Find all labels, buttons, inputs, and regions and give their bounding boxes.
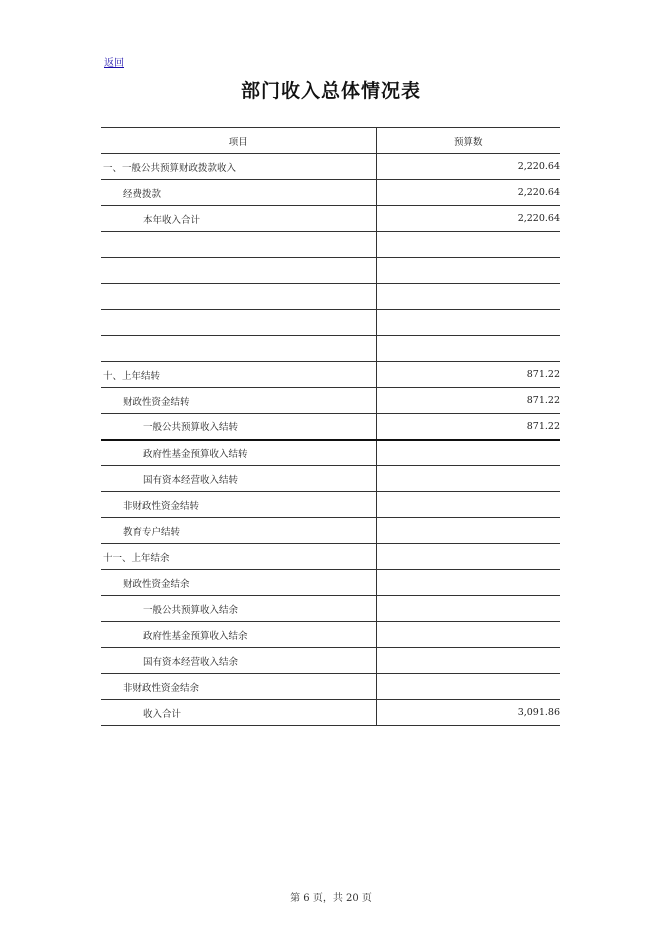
- table-row: [101, 232, 560, 258]
- row-label: 国有资本经营收入结转: [101, 466, 376, 492]
- column-header-item: 项目: [101, 128, 376, 154]
- row-label: 非财政性资金结转: [101, 492, 376, 518]
- row-label: 一、一般公共预算财政拨款收入: [101, 154, 376, 180]
- row-value: [376, 232, 560, 258]
- row-value: [376, 674, 560, 700]
- table-row: [101, 544, 560, 570]
- table-row: [101, 258, 560, 284]
- row-value: 871.22: [376, 388, 560, 414]
- row-value: 2,220.64: [376, 154, 560, 180]
- row-label: [101, 310, 376, 336]
- income-table: [101, 127, 560, 726]
- table-header-row: [101, 128, 560, 154]
- table-row: [101, 284, 560, 310]
- row-value: 2,220.64: [376, 206, 560, 232]
- table-row: [101, 596, 560, 622]
- table-row: [101, 518, 560, 544]
- row-value: [376, 466, 560, 492]
- row-value: [376, 596, 560, 622]
- row-label: [101, 232, 376, 258]
- row-value: [376, 310, 560, 336]
- row-value: [376, 518, 560, 544]
- table-row: [101, 362, 560, 388]
- row-value: [376, 570, 560, 596]
- row-label: 一般公共预算收入结转: [101, 414, 376, 440]
- table-row: [101, 648, 560, 674]
- table-row: [101, 154, 560, 180]
- table-row: [101, 622, 560, 648]
- row-label: 十一、上年结余: [101, 544, 376, 570]
- row-label: [101, 336, 376, 362]
- row-value: 2,220.64: [376, 180, 560, 206]
- row-label: 教育专户结转: [101, 518, 376, 544]
- row-label: 非财政性资金结余: [101, 674, 376, 700]
- back-link[interactable]: 返回: [104, 58, 124, 69]
- row-label: 财政性资金结转: [101, 388, 376, 414]
- table-row: [101, 492, 560, 518]
- row-label: 收入合计: [101, 700, 376, 726]
- row-value: [376, 492, 560, 518]
- row-value: 3,091.86: [376, 700, 560, 726]
- row-value: [376, 648, 560, 674]
- table-row: [101, 310, 560, 336]
- table-row: [101, 180, 560, 206]
- table-row: [101, 414, 560, 440]
- table-row: [101, 388, 560, 414]
- table-row: [101, 674, 560, 700]
- row-value: [376, 544, 560, 570]
- table-row: [101, 440, 560, 466]
- page-title: 部门收入总体情况表: [240, 80, 421, 102]
- page-footer: 第 6 页，共 20 页: [290, 893, 372, 904]
- row-label: 国有资本经营收入结余: [101, 648, 376, 674]
- row-label: 一般公共预算收入结余: [101, 596, 376, 622]
- row-value: [376, 440, 560, 466]
- row-value: [376, 336, 560, 362]
- row-label: [101, 258, 376, 284]
- table-row-total: [101, 700, 560, 726]
- row-value: 871.22: [376, 362, 560, 388]
- row-label: 经费拨款: [101, 180, 376, 206]
- row-label: 财政性资金结余: [101, 570, 376, 596]
- row-label: [101, 284, 376, 310]
- row-value: [376, 258, 560, 284]
- row-label: 本年收入合计: [101, 206, 376, 232]
- table-row: [101, 570, 560, 596]
- row-value: [376, 622, 560, 648]
- table-row: [101, 466, 560, 492]
- table-row: [101, 336, 560, 362]
- row-label: 政府性基金预算收入结转: [101, 440, 376, 466]
- table-row: [101, 206, 560, 232]
- row-label: 十、上年结转: [101, 362, 376, 388]
- row-label: 政府性基金预算收入结余: [101, 622, 376, 648]
- row-value: 871.22: [376, 414, 560, 440]
- column-header-budget: 预算数: [376, 128, 560, 154]
- row-value: [376, 284, 560, 310]
